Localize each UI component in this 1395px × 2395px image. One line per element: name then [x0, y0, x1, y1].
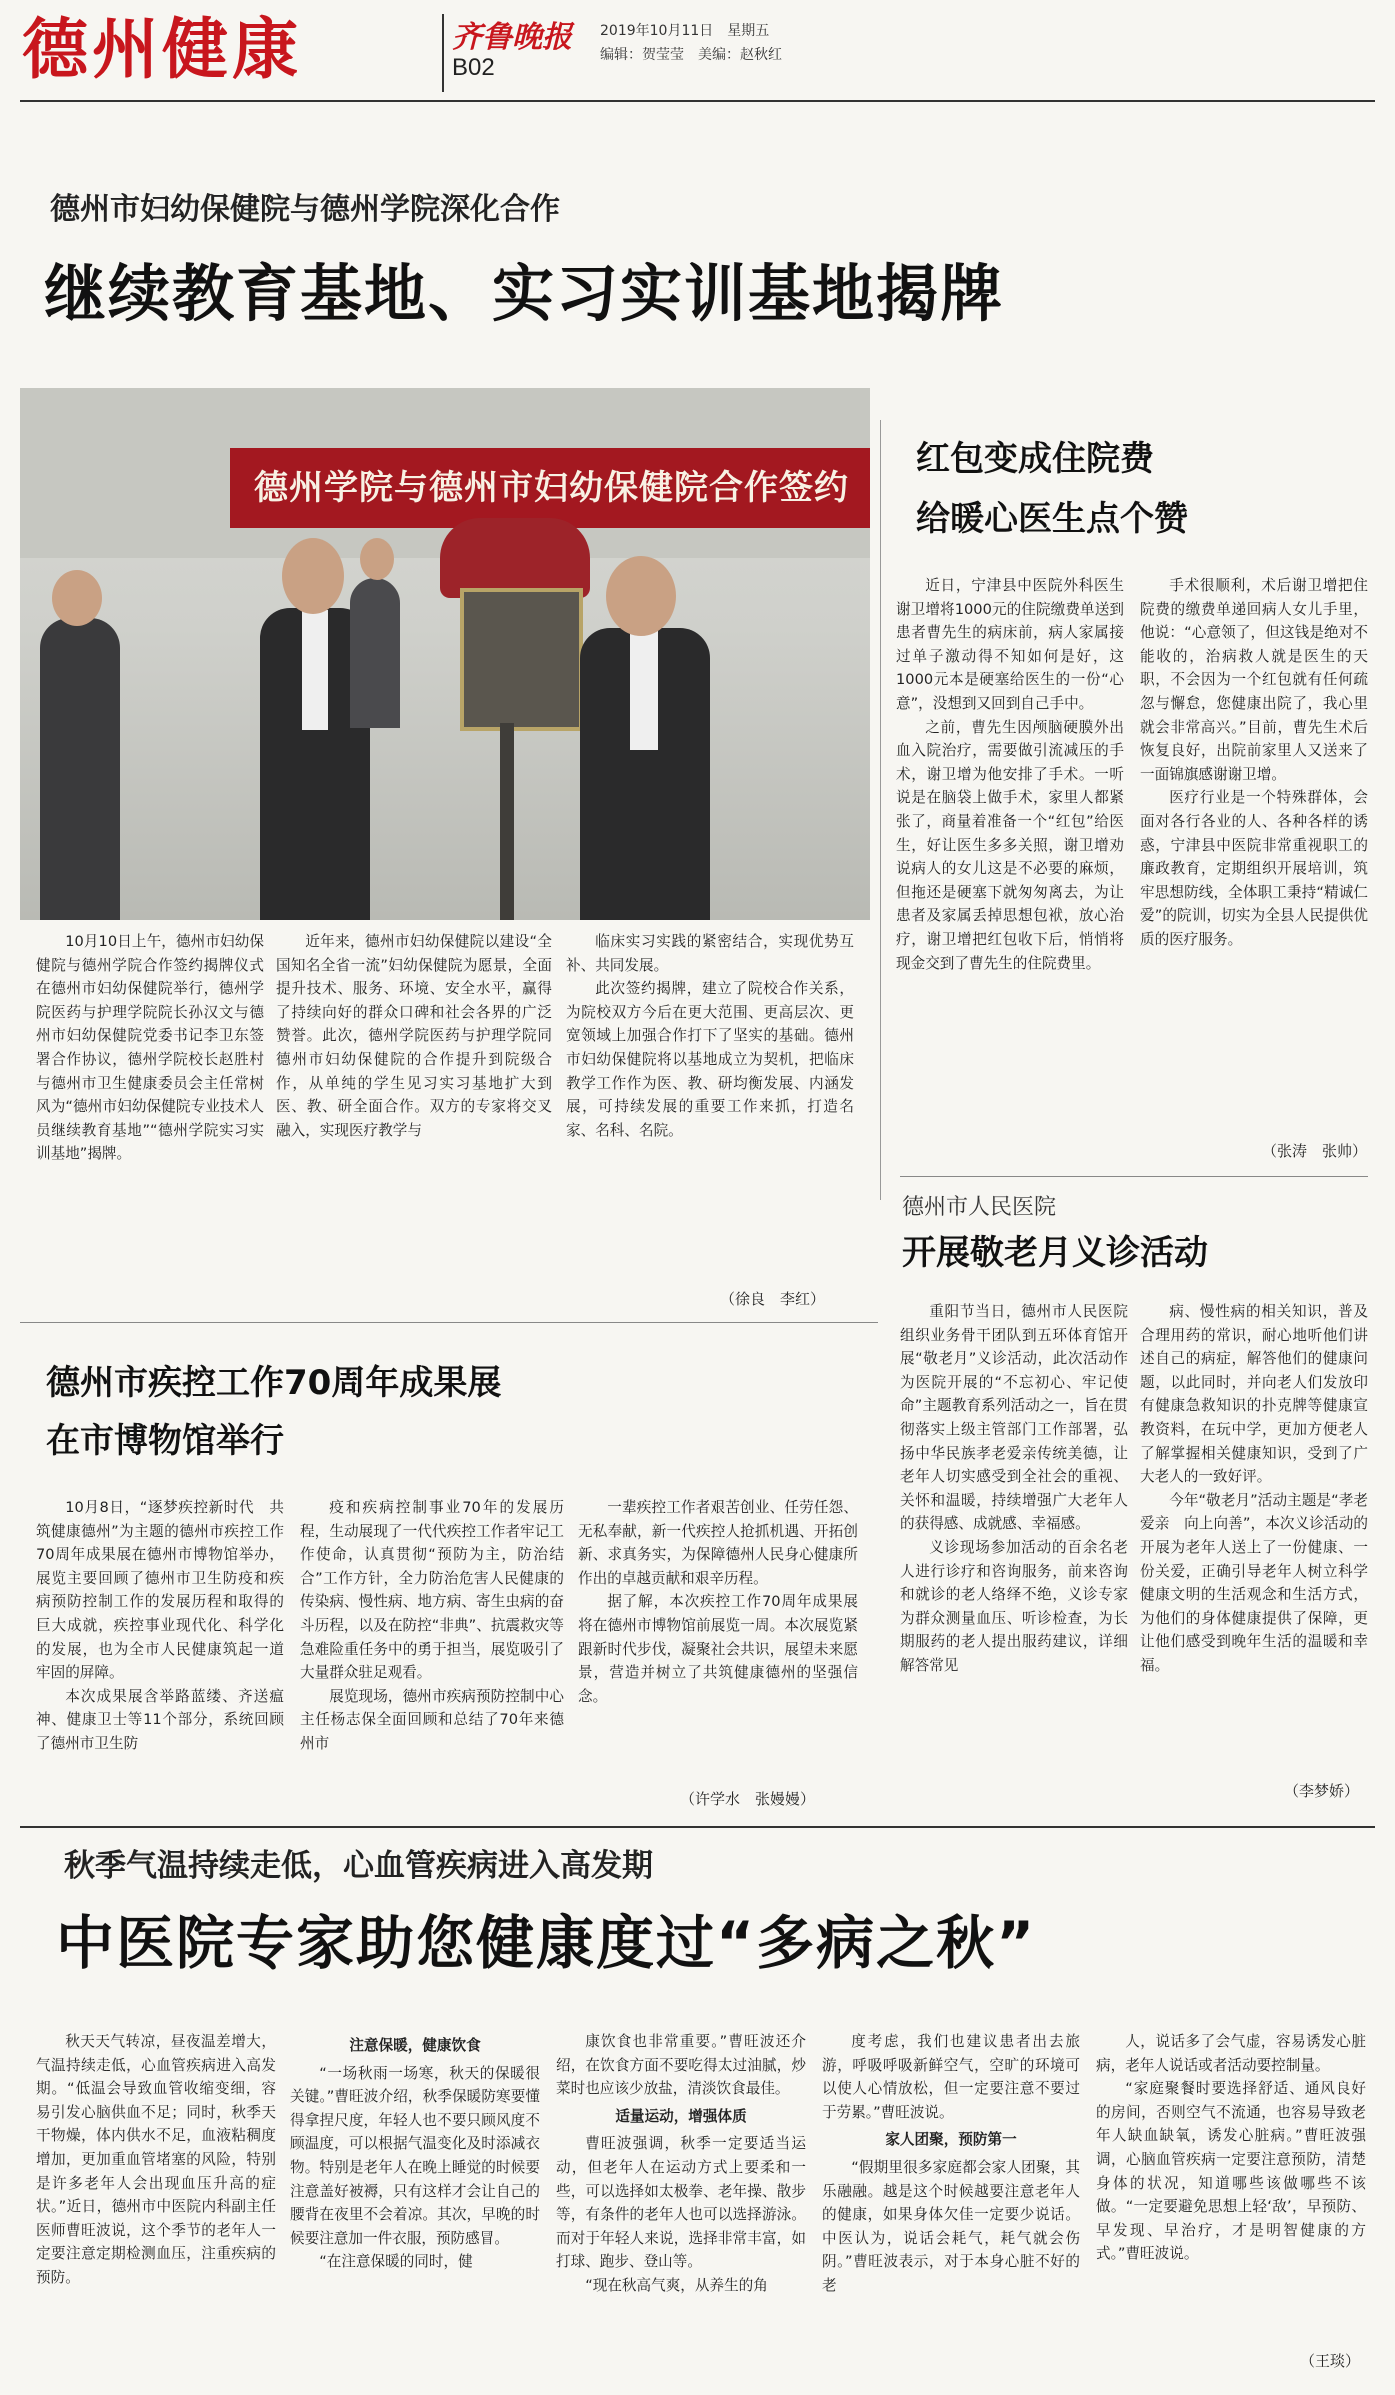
person-far-left — [40, 618, 120, 920]
story5-para: 秋天天气转凉，昼夜温差增大，气温持续走低，心血管疾病进入高发期。“低温会导致血管收缩变细，容易引发心脑供血不足；同时，秋季天干物燥，体内供水不足，血液粘稠度增加，更加重血管堵塞的风险，特别是许多老年人会出现血压升高的症状。”近日，德州市中医院内科副主任医师曹旺波说，这个季节的老年人一定要注意定期检测血压，注重疾病的预防。 — [36, 2033, 276, 2286]
plaque-cloth — [440, 518, 590, 598]
story2-para: 近日，宁津县中医院外科医生谢卫增将1000元的住院缴费单送到患者曹先生的病床前，病人家属接过单子激动得不知如何是好，这1000元本是硬塞给医生的一份“心意”，没想到又回到自己手中。 — [896, 577, 1124, 712]
signing-ceremony-photo — [20, 388, 870, 920]
story5-para: 人，说话多了会气虚，容易诱发心脏病，老年人说话或者活动要控制量。 — [1096, 2033, 1366, 2074]
story1-para: 临床实习实践的紧密结合，实现优势互补、共同发展。 — [566, 933, 854, 974]
story2-headline-2: 给暖心医生点个赞 — [916, 499, 1188, 539]
story4-para: 据了解，本次疾控工作70周年成果展将在德州市博物馆前展览一周。本次展览紧跟新时代步伐，凝聚社会共识，展望未来愿景，营造并树立了共筑健康德州的坚强信念。 — [578, 1593, 858, 1705]
page-number: B02 — [452, 54, 495, 81]
header-rule — [20, 100, 1375, 102]
story4-para: 展览现场，德州市疾病预防控制中心主任杨志保全面回顾和总结了70年来德州市 — [300, 1687, 564, 1752]
story2-column-2 — [1140, 574, 1368, 1134]
person-background-head — [360, 538, 394, 580]
story2-headline-1: 红包变成住院费 — [916, 439, 1154, 479]
story5-column-4 — [822, 2030, 1080, 2370]
story2-column-1 — [896, 574, 1124, 1164]
story5-subheading: 注意保暖，健康饮食 — [349, 2037, 481, 2054]
date-line: 2019年10月11日 星期五 — [600, 23, 770, 39]
story3-para: 今年“敬老月”活动主题是“孝老爱亲 向上向善”，本次义诊活动的开展为老年人送上了一份健康、一份关爱，正确引导老年人树立科学健康文明的生活观念和生活方式，为他们的身体健康提供了保障，更让他们感受到晚年生活的温暖和幸福。 — [1140, 1491, 1368, 1674]
story1-kicker: 德州市妇幼保健院与德州学院深化合作 — [50, 192, 560, 227]
story4-para: 一辈疾控工作者艰苦创业、任劳任怨、无私奉献，新一代疾控人抢抓机遇、开拓创新、求真务实，为保障德州人民身心健康所作出的卓越贡献和艰辛历程。 — [578, 1499, 858, 1587]
story5-para: “家庭聚餐时要选择舒适、通风良好的房间，否则空气不流通，也容易导致老年人缺血缺氧，诱发心脏病。”曹旺波强调，心脑血管疾病一定要注意预防，清楚身体的状况，知道哪些该做哪些不该做。“一定要避免思想上轻‘敌’，早预防、早发现、早治疗，才是明智健康的方式。”曹旺波说。 — [1096, 2080, 1366, 2263]
story5-column-1 — [36, 2030, 276, 2370]
story2-para: 之前，曹先生因颅脑硬膜外出血入院治疗，需要做引流减压的手术，谢卫增为他安排了手术。一听说是在脑袋上做手术，家里人都紧张了，商量着准备一个“红包”给医生，好让医生多多关照，谢卫增劝说病人的女儿这是不必要的麻烦，但拖还是硬塞下就匆匆离去，为让患者及家属丢掉思想包袱，放心治疗，谢卫增把红包收下后，悄悄将现金交到了曹先生的住院费里。 — [896, 718, 1124, 972]
story5-column-3 — [556, 2030, 806, 2370]
story5-byline: （王琰） — [1300, 2352, 1361, 2370]
story1-column-3 — [566, 930, 854, 1288]
story3-para: 重阳节当日，德州市人民医院组织业务骨干团队到五环体育馆开展“敬老月”义诊活动，此次活动作为医院开展的“不忘初心、牢记使命”主题教育系列活动之一，旨在贯彻落实上级主管部门工作部署，弘扬中华民族孝老爱亲传统美德，让老年人切实感受到全社会的重视、关怀和温暖，持续增强广大老年人的获得感、成就感、幸福感。 — [900, 1303, 1128, 1533]
story3-rule — [900, 1176, 1368, 1177]
story1-para: 近年来，德州市妇幼保健院以建设“全国知名全省一流”妇幼保健院为愿景，全面提升技术、服务、环境、安全水平，赢得了持续向好的群众口碑和社会各界的广泛赞誉。此次，德州学院医药与护理学院同德州市妇幼保健院的合作提升到院级合作，从单纯的学生见习实习基地扩大到医、教、研全面合作。双方的专家将交叉融入，实现医疗教学与 — [276, 933, 552, 1139]
story3-kicker: 德州市人民医院 — [902, 1195, 1057, 1220]
story5-para: “假期里很多家庭都会家人团聚，其乐融融。越是这个时候越要注意老年人的健康，如果身体欠佳一定要少说话。中医认为，说话会耗气，耗气就会伤阴。”曹旺波表示，对于本身心脏不好的老 — [822, 2158, 1080, 2294]
story1-column-2 — [276, 930, 552, 1310]
person-left-shirt — [302, 610, 328, 730]
person-right-shirt — [630, 630, 658, 750]
story2-byline: （张涛 张帅） — [1262, 1142, 1368, 1160]
person-background — [350, 578, 400, 728]
story5-para: “一场秋雨一场寒，秋天的保暖很关键。”曹旺波介绍，秋季保暖防寒要懂得拿捏尺度，年轻人也不要只顾风度不顾温度，可以根据气温变化及时添减衣物。特别是老年人在晚上睡觉的时候要注意盖好被褥，只有这样才会让自己的腰背在夜里不会着凉。其次，早晚的时候要注意加一件衣服，预防感冒。 — [290, 2064, 540, 2247]
story3-headline: 开展敬老月义诊活动 — [902, 1233, 1208, 1273]
story1-headline: 继续教育基地、实习实训基地揭牌 — [44, 257, 1005, 330]
story5-para: 度考虑，我们也建议患者出去旅游，呼吸呼吸新鲜空气，空旷的环境可以使人心情放松，但一定要注意不要过于劳累。”曹旺波说。 — [822, 2033, 1080, 2121]
newspaper-logo: 齐鲁晚报 — [452, 20, 572, 55]
plaque-stand — [500, 723, 514, 920]
story4-column-1 — [36, 1496, 284, 1808]
story5-column-2 — [290, 2030, 540, 2370]
photo-banner: 德州学院与德州市妇幼保健院合作签约 — [230, 448, 870, 528]
story2-para: 手术很顺利，术后谢卫增把住院费的缴费单递回病人女儿手里，他说：“心意领了，但这钱是绝对不能收的，治病救人就是医生的天职，不会因为一个红包就有任何疏忽与懈怠，您健康出院了，我心里就会非常高兴。”目前，曹先生术后恢复良好，出院前家里人又送来了一面锦旗感谢谢卫增。 — [1140, 577, 1368, 783]
story4-para: 本次成果展含举路蓝缕、齐送瘟神、健康卫士等11个部分，系统回顾了德州市卫生防 — [36, 1687, 284, 1752]
story4-column-2 — [300, 1496, 564, 1808]
story4-column-3 — [578, 1496, 858, 1788]
story4-para: 10月8日，“逐梦疾控新时代 共筑健康德州”为主题的德州市疾控工作70周年成果展在德州市博物馆举办，展览主要回顾了德州市卫生防疫和疾病预防控制工作的发展历程和取得的巨大成就，疾控事业现代化、科学化的发展，也为全市人民健康筑起一道牢固的屏障。 — [36, 1499, 284, 1682]
story3-column-2 — [1140, 1300, 1368, 1780]
editors-line: 编辑：贺莹莹 美编：赵秋红 — [600, 47, 782, 63]
column-divider — [880, 420, 881, 1200]
person-right-head — [606, 556, 676, 636]
story4-byline: （许学水 张嫚嫚） — [680, 1790, 816, 1808]
story5-rule — [20, 1826, 1375, 1828]
story3-column-1 — [900, 1300, 1128, 1802]
story3-para: 病、慢性病的相关知识，普及合理用药的常识，耐心地听他们讲述自己的病症，解答他们的健康问题，以此同时，并向老人们发放印有健康急救知识的扑克牌等健康宣教资料，在玩中学，更加方便老人了解掌握相关健康知识，受到了广大老人的一致好评。 — [1140, 1303, 1368, 1486]
story1-column-1 — [36, 930, 264, 1310]
story5-subheading: 家人团聚，预防第一 — [885, 2131, 1017, 2149]
header-divider — [442, 14, 444, 92]
story1-para: 10月10日上午，德州市妇幼保健院与德州学院合作签约揭牌仪式在德州市妇幼保健院举行，德州学院医药与护理学院院长孙汉文与德州市妇幼保健院党委书记李卫东签署合作协议，德州学院校长赵胜村与德州市卫生健康委员会主任常树风为“德州市妇幼保健院专业技术人员继续教育基地”“德州学院实习实训基地”揭牌。 — [36, 933, 264, 1163]
story1-para: 此次签约揭牌，建立了院校合作关系，为院校双方今后在更大范围、更高层次、更宽领域上加强合作打下了坚实的基础。德州市妇幼保健院将以基地成立为契机，把临床教学工作作为医、教、研均衡发展、内涵发展，可持续发展的重要工作来抓，打造名家、名科、名院。 — [566, 980, 854, 1139]
story1-byline: （徐良 李红） — [720, 1290, 826, 1308]
story4-rule — [20, 1322, 878, 1323]
story4-para: 疫和疾病控制事业70年的发展历程，生动展现了一代代疾控工作者牢记工作使命，认真贯彻“预防为主，防治结合”工作方针，全力防治危害人民健康的传染病、慢性病、地方病、寄生虫病的奋斗历程，以及在防控“非典”、抗震救灾等急难险重任务中的勇于担当，展览吸引了大量群众驻足观看。 — [300, 1499, 564, 1682]
story5-para: 康饮食也非常重要。”曹旺波还介绍，在饮食方面不要吃得太过油腻，炒菜时也应该少放盐，清淡饮食最佳。 — [556, 2033, 806, 2098]
story5-para: “现在秋高气爽，从养生的角 — [585, 2276, 768, 2294]
person-far-left-head — [52, 570, 102, 626]
story5-headline: 中医院专家助您健康度过“多病之秋” — [56, 1909, 1037, 1977]
story4-headline-1: 德州市疾控工作70周年成果展 — [46, 1363, 502, 1403]
story3-para: 义诊现场参加活动的百余名老人进行诊疗和咨询服务，前来咨询和就诊的老人络绎不绝，义诊专家为群众测量血压、听诊检查，为长期服药的老人提出服药建议，详细解答常见 — [900, 1538, 1128, 1674]
story5-column-5 — [1096, 2030, 1366, 2348]
story2-para: 医疗行业是一个特殊群体，会面对各行各业的人、各种各样的诱惑，宁津县中医院非常重视职工的廉政教育，定期组织开展培训，筑牢思想防线，全体职工秉持“精诚仁爱”的院训，切实为全县人民提供优质的医疗服务。 — [1140, 789, 1368, 948]
story5-para: 曹旺波强调，秋季一定要适当运动，但老年人在运动方式上要柔和一些，可以选择如太极拳、老年操、散步等，有条件的老年人也可以选择游泳。而对于年轻人来说，选择非常丰富，如打球、跑步、登山等。 — [556, 2135, 806, 2271]
section-title: 德州健康 — [22, 10, 302, 88]
story3-byline: （李梦娇） — [1284, 1782, 1360, 1800]
plaque — [460, 588, 583, 731]
story4-headline-2: 在市博物馆举行 — [46, 1421, 284, 1461]
story5-kicker: 秋季气温持续走低，心血管疾病进入高发期 — [64, 1848, 653, 1884]
person-left-head — [282, 538, 344, 614]
story5-subheading: 适量运动，增强体质 — [615, 2107, 747, 2125]
story5-para: “在注意保暖的同时，健 — [319, 2253, 473, 2271]
